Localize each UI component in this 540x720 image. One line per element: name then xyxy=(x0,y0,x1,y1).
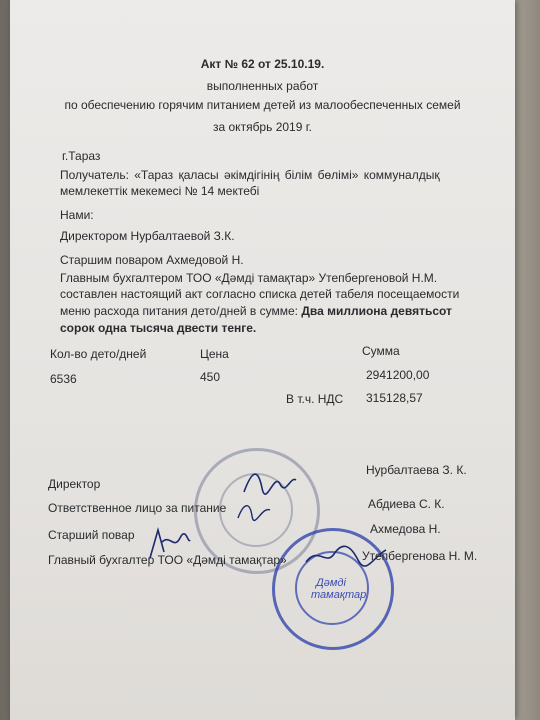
signer-name-cook: Ахмедова Н. xyxy=(370,522,441,536)
by-us-label: Нами: xyxy=(60,208,94,222)
director-line: Директором Нурбалтаевой З.К. xyxy=(60,229,235,243)
signer-role-director: Директор xyxy=(48,477,101,491)
table-header-sum: Сумма xyxy=(362,344,400,358)
backdrop-right xyxy=(512,0,540,720)
act-title: Акт № 62 от 25.10.19. xyxy=(200,57,325,71)
amount-words-part-2: сорок одна тысяча двести тенге. xyxy=(60,321,257,335)
act-text-line-1: составлен настоящий акт согласно списка детей табеля посещаемости xyxy=(60,287,460,301)
city: г.Тараз xyxy=(62,149,101,163)
table-header-days: Кол-во дето/дней xyxy=(50,347,147,361)
recipient-line-2: мемлекеттік мекемесі № 14 мектебі xyxy=(60,184,260,198)
cook-line: Старшим поваром Ахмедовой Н. xyxy=(60,253,244,267)
signer-name-director: Нурбалтаева З. К. xyxy=(366,463,467,477)
act-text-line-2 xyxy=(60,304,452,319)
table-header-price: Цена xyxy=(200,347,229,361)
act-purpose: по обеспечению горячим питанием детей из малообеспеченных семей xyxy=(64,98,461,112)
recipient-line-1: Получатель: «Тараз қаласы әкімдігінің білім бөлімі» коммуналдық xyxy=(60,168,440,182)
signer-name-responsible: Абдиева С. К. xyxy=(368,497,445,511)
act-subtitle: выполненных работ xyxy=(206,79,319,93)
vat-value: 315128,57 xyxy=(366,391,423,405)
signer-name-accountant: Утепбергенова Н. М. xyxy=(362,549,478,563)
director-signature xyxy=(240,462,300,502)
company-stamp-logo: Дәмді тамақтар xyxy=(311,577,367,601)
act-text-prefix: меню расхода питания дето/дней в сумме: xyxy=(60,304,302,318)
accountant-line: Главным бухгалтером ТОО «Дәмді тамақтар» Утепбергеновой Н.М. xyxy=(60,271,438,285)
signer-role-cook: Старший повар xyxy=(48,528,135,542)
act-period: за октябрь 2019 г. xyxy=(213,120,312,134)
signer-role-responsible: Ответственное лицо за питание xyxy=(48,501,227,515)
table-cell-sum: 2941200,00 xyxy=(366,368,430,382)
amount-words-part-1: Два миллиона девятьсот xyxy=(301,304,452,318)
table-cell-days: 6536 xyxy=(50,372,77,386)
document-page xyxy=(10,0,515,720)
responsible-signature xyxy=(234,498,274,524)
vat-label: В т.ч. НДС xyxy=(286,392,344,406)
table-cell-price: 450 xyxy=(200,370,221,384)
signer-role-accountant: Главный бухгалтер ТОО «Дәмді тамақтар» xyxy=(48,553,287,567)
